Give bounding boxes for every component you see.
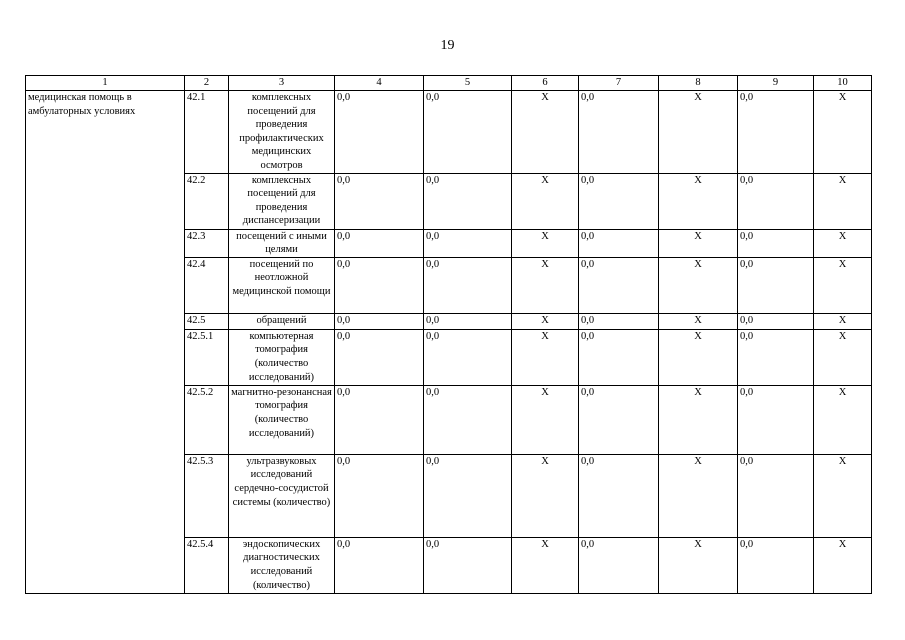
- row-value-10: X: [814, 385, 872, 454]
- row-value-10: X: [814, 454, 872, 537]
- data-table: [25, 75, 872, 594]
- row-value-5: 0,0: [424, 454, 512, 537]
- row-code: 42.5.2: [185, 385, 229, 454]
- row-code: 42.5.1: [185, 329, 229, 385]
- row-value-8: X: [659, 537, 738, 593]
- row-value-5: 0,0: [424, 313, 512, 329]
- row-value-7: 0,0: [579, 257, 659, 313]
- table-body: [26, 91, 872, 594]
- row-value-9: 0,0: [738, 537, 814, 593]
- row-value-9: 0,0: [738, 91, 814, 174]
- row-value-5: 0,0: [424, 257, 512, 313]
- row-value-4: 0,0: [335, 91, 424, 174]
- row-value-4: 0,0: [335, 173, 424, 229]
- row-value-7: 0,0: [579, 313, 659, 329]
- row-value-10: X: [814, 91, 872, 174]
- header-cell-4: 4: [335, 76, 424, 91]
- row-value-8: X: [659, 229, 738, 257]
- row-value-9: 0,0: [738, 313, 814, 329]
- page-number: 19: [440, 38, 455, 53]
- row-value-8: X: [659, 313, 738, 329]
- header-cell-2: 2: [185, 76, 229, 91]
- row-value-4: 0,0: [335, 313, 424, 329]
- row-value-10: X: [814, 329, 872, 385]
- row-value-7: 0,0: [579, 537, 659, 593]
- header-cell-7: 7: [579, 76, 659, 91]
- row-value-8: X: [659, 385, 738, 454]
- row-value-6: X: [512, 537, 579, 593]
- row-value-10: X: [814, 229, 872, 257]
- row-value-7: 0,0: [579, 173, 659, 229]
- row-name: магнитно-резонансная томография (количество исследований): [229, 385, 335, 454]
- row-value-8: X: [659, 454, 738, 537]
- header-cell-5: 5: [424, 76, 512, 91]
- row-value-6: X: [512, 173, 579, 229]
- row-name: компьютерная томография (количество исследований): [229, 329, 335, 385]
- row-code: 42.2: [185, 173, 229, 229]
- row-value-6: X: [512, 313, 579, 329]
- row-value-8: X: [659, 329, 738, 385]
- row-value-7: 0,0: [579, 329, 659, 385]
- row-value-9: 0,0: [738, 454, 814, 537]
- row-value-9: 0,0: [738, 329, 814, 385]
- row-value-4: 0,0: [335, 229, 424, 257]
- row-name: посещений по неотложной медицинской помощи: [229, 257, 335, 313]
- header-cell-8: 8: [659, 76, 738, 91]
- header-cell-1: 1: [26, 76, 185, 91]
- row-name: эндоскопических диагностических исследований (количество): [229, 537, 335, 593]
- row-value-4: 0,0: [335, 537, 424, 593]
- row-code: 42.5.3: [185, 454, 229, 537]
- row-value-9: 0,0: [738, 173, 814, 229]
- row-name: посещений с иными целями: [229, 229, 335, 257]
- row-value-8: X: [659, 257, 738, 313]
- table-row: [26, 91, 872, 174]
- row-code: 42.3: [185, 229, 229, 257]
- row-value-10: X: [814, 173, 872, 229]
- header-cell-3: 3: [229, 76, 335, 91]
- header-cell-10: 10: [814, 76, 872, 91]
- row-value-5: 0,0: [424, 537, 512, 593]
- row-value-6: X: [512, 385, 579, 454]
- row-value-4: 0,0: [335, 454, 424, 537]
- row-code: 42.5.4: [185, 537, 229, 593]
- row-value-4: 0,0: [335, 385, 424, 454]
- header-cell-6: 6: [512, 76, 579, 91]
- row-value-9: 0,0: [738, 257, 814, 313]
- row-value-8: X: [659, 91, 738, 174]
- row-value-10: X: [814, 537, 872, 593]
- row-value-5: 0,0: [424, 385, 512, 454]
- row-value-7: 0,0: [579, 91, 659, 174]
- category-cell: медицинская помощь в амбулаторных условиях: [26, 91, 185, 594]
- row-code: 42.5: [185, 313, 229, 329]
- row-value-8: X: [659, 173, 738, 229]
- row-value-5: 0,0: [424, 329, 512, 385]
- row-value-7: 0,0: [579, 454, 659, 537]
- row-name: комплексных посещений для проведения профилактических медицинских осмотров: [229, 91, 335, 174]
- row-value-5: 0,0: [424, 173, 512, 229]
- row-value-7: 0,0: [579, 385, 659, 454]
- header-cell-9: 9: [738, 76, 814, 91]
- row-value-6: X: [512, 454, 579, 537]
- row-value-6: X: [512, 91, 579, 174]
- table-header: [26, 76, 872, 91]
- row-name: обращений: [229, 313, 335, 329]
- row-value-5: 0,0: [424, 91, 512, 174]
- row-value-4: 0,0: [335, 329, 424, 385]
- row-code: 42.1: [185, 91, 229, 174]
- row-value-9: 0,0: [738, 229, 814, 257]
- row-value-6: X: [512, 329, 579, 385]
- row-value-4: 0,0: [335, 257, 424, 313]
- header-row: [26, 76, 872, 91]
- row-value-5: 0,0: [424, 229, 512, 257]
- row-name: комплексных посещений для проведения диспансеризации: [229, 173, 335, 229]
- row-name: ультразвуковых исследований сердечно-сосудистой системы (количество): [229, 454, 335, 537]
- row-value-9: 0,0: [738, 385, 814, 454]
- row-value-7: 0,0: [579, 229, 659, 257]
- row-value-10: X: [814, 257, 872, 313]
- row-value-6: X: [512, 229, 579, 257]
- row-code: 42.4: [185, 257, 229, 313]
- row-value-6: X: [512, 257, 579, 313]
- row-value-10: X: [814, 313, 872, 329]
